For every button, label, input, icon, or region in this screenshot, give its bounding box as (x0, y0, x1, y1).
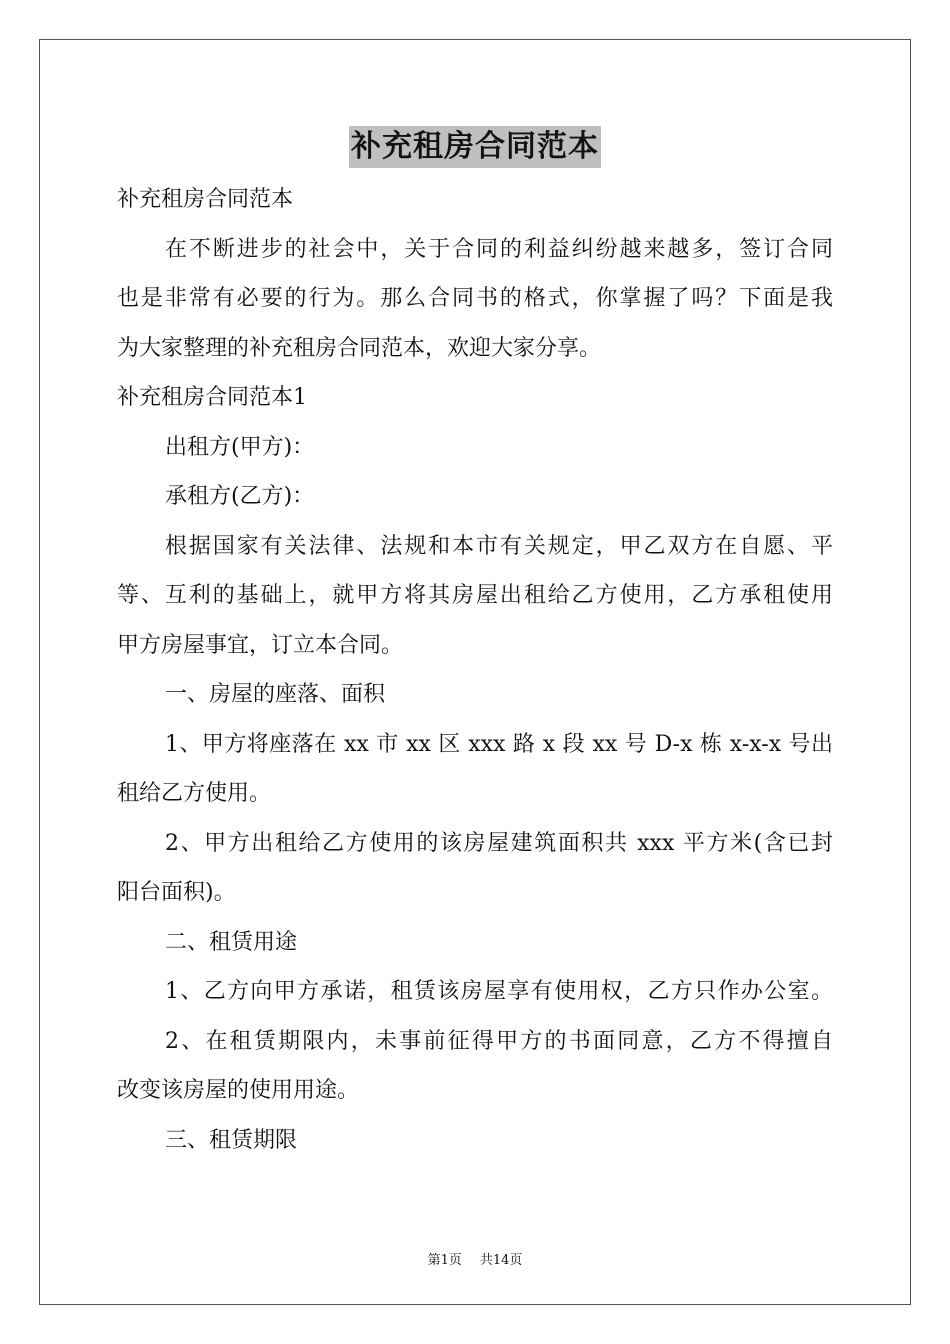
document-body (117, 175, 833, 1165)
text-line: 租给乙方使用。 (117, 781, 272, 806)
page-total: 共14页 (479, 1253, 523, 1268)
title-container (0, 126, 950, 168)
text-line: 出租方(甲方)： (165, 434, 315, 460)
text-line: 等、互利的基础上，就甲方将其房屋出租给乙方使用，乙方承租使用 (117, 583, 833, 608)
page-footer (0, 1249, 950, 1268)
text-line: 2、在租赁期限内，未事前征得甲方的书面同意，乙方不得擅自 (165, 1028, 833, 1054)
text-line: 也是非常有必要的行为。那么合同书的格式，你掌握了吗？下面是我 (117, 286, 833, 311)
text-line: 阳台面积)。 (117, 880, 236, 905)
text-line: 一、房屋的座落、面积 (165, 682, 386, 707)
text-line: 三、租赁期限 (165, 1127, 298, 1153)
text-line: 补充租房合同范本1 (117, 385, 307, 410)
text-line: 改变该房屋的使用用途。 (117, 1078, 360, 1103)
page-number: 第1页 (427, 1253, 462, 1268)
text-line: 为大家整理的补充租房合同范本，欢迎大家分享。 (117, 335, 602, 361)
text-line: 根据国家有关法律、法规和本市有关规定，甲乙双方在自愿、平 (165, 533, 833, 559)
text-line: 甲方房屋事宜，订立本合同。 (117, 632, 404, 658)
text-line: 1、乙方向甲方承诺，租赁该房屋享有使用权，乙方只作办公室。 (165, 979, 833, 1004)
text-line: 二、租赁用途 (165, 929, 298, 955)
text-line: 2、甲方出租给乙方使用的该房屋建筑面积共 xxx 平方米(含已封 (165, 830, 833, 856)
text-line: 补充租房合同范本 (117, 187, 294, 212)
text-line: 1、甲方将座落在 xx 市 xx 区 xxx 路 x 段 xx 号 D-x 栋 x-x-x 号出 (165, 731, 833, 757)
document-title: 补充租房合同范本 (349, 126, 601, 168)
text-line: 在不断进步的社会中，关于合同的利益纠纷越来越多，签订合同 (165, 236, 833, 262)
text-line: 承租方(乙方)： (165, 484, 315, 509)
